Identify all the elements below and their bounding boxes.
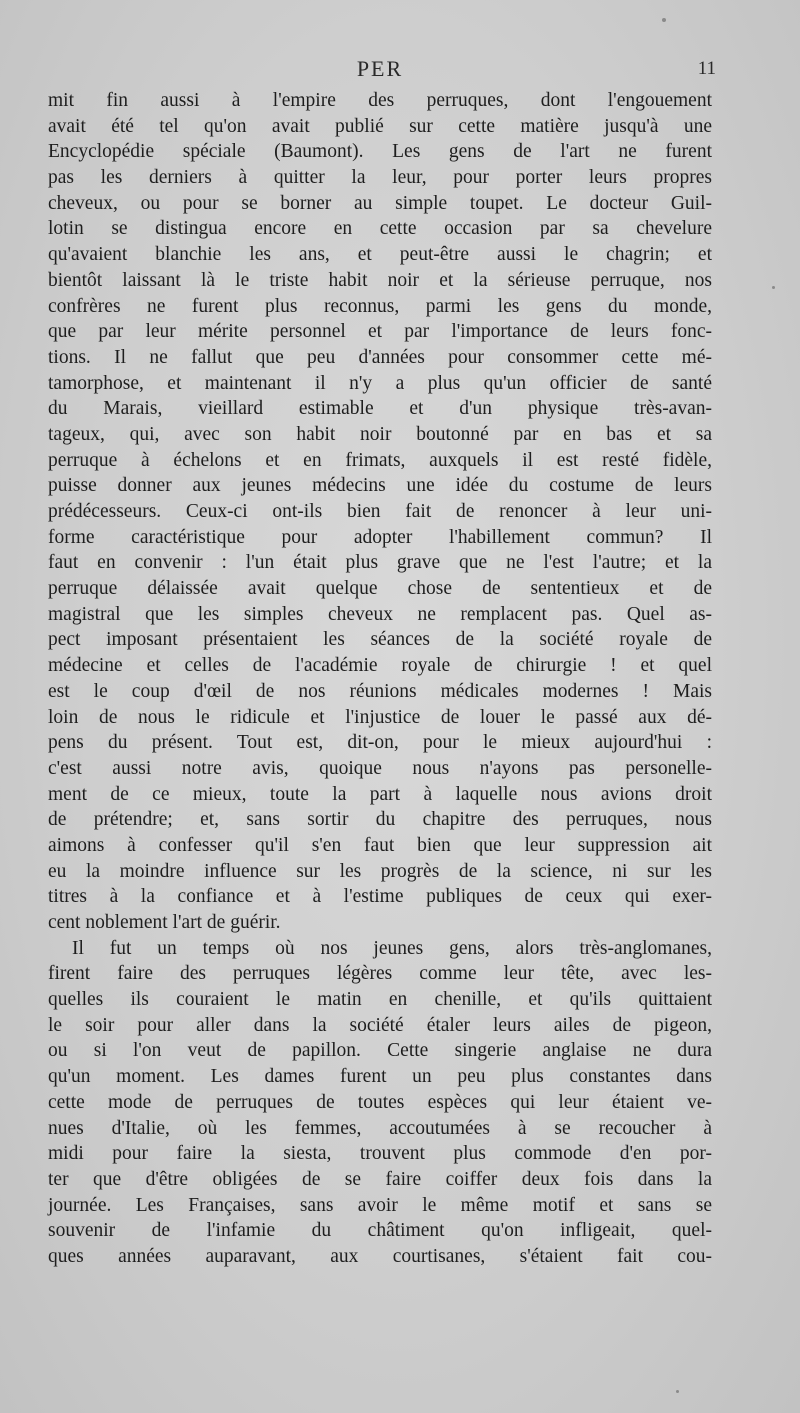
text-line: puisse donner aux jeunes médecins une idée du costume de leurs <box>48 475 712 497</box>
text-line: perruque délaissée avait quelque chose de sententieux et de <box>48 578 712 600</box>
text-line: du Marais, vieillard estimable et d'un physique très-avan- <box>48 398 712 420</box>
paper-speck <box>662 18 666 22</box>
text-line: souvenir de l'infamie du châtiment qu'on infligeait, quel- <box>48 1220 712 1242</box>
text-line: prédécesseurs. Ceux-ci ont-ils bien fait de renoncer à leur uni- <box>48 501 712 522</box>
text-line: aimons à confesser qu'il s'en faut bien que leur suppression ait <box>48 834 712 856</box>
text-line: que par leur mérite personnel et par l'importance de leurs fonc- <box>48 321 712 343</box>
paper-speck <box>772 286 775 289</box>
text-line: mit fin aussi à l'empire des perruques, dont l'engouement <box>48 90 712 111</box>
text-line: tions. Il ne fallut que peu d'années pour consommer cette mé- <box>48 346 712 368</box>
text-line: ter que d'être obligées de se faire coiffer deux fois dans la <box>48 1168 712 1190</box>
text-line: qu'un moment. Les dames furent un peu plus constantes dans <box>48 1066 712 1088</box>
text-line: médecine et celles de l'académie royale de chirurgie ! et quel <box>48 655 712 677</box>
paragraph-2 <box>48 936 712 1270</box>
text-line: c'est aussi notre avis, quoique nous n'ayons pas personelle- <box>48 757 712 779</box>
body-text <box>48 88 712 1270</box>
text-line: journée. Les Françaises, sans avoir le même motif et sans se <box>48 1194 712 1216</box>
text-line: nues d'Italie, où les femmes, accoutumées à se recoucher à <box>48 1117 712 1139</box>
text-line: quelles ils couraient le matin en chenille, et qu'ils quittaient <box>48 989 712 1011</box>
text-line: magistral que les simples cheveux ne remplacent pas. Quel as- <box>48 603 712 625</box>
text-line: Encyclopédie spéciale (Baumont). Les gens de l'art ne furent <box>48 141 712 163</box>
text-line: ques années auparavant, aux courtisanes, s'étaient fait cou- <box>48 1245 712 1267</box>
text-line: titres à la confiance et à l'estime publiques de ceux qui exer- <box>48 886 712 908</box>
text-line: perruque à échelons et en frimats, auxquels il est resté fidèle, <box>48 449 712 471</box>
text-line: eu la moindre influence sur les progrès de la science, ni sur les <box>48 860 712 882</box>
text-line: pect imposant présentaient les séances de la société royale de <box>48 629 712 651</box>
paper-speck <box>676 1390 679 1393</box>
text-line: firent faire des perruques légères comme leur tête, avec les- <box>48 963 712 985</box>
text-line: ou si l'on veut de papillon. Cette singerie anglaise ne dura <box>48 1040 712 1062</box>
text-line: forme caractéristique pour adopter l'habillement commun? Il <box>48 526 712 548</box>
running-head-title: PER <box>356 56 404 81</box>
text-line: est le coup d'œil de nos réunions médicales modernes ! Mais <box>48 680 712 702</box>
text-line: tageux, qui, avec son habit noir boutonné par en bas et sa <box>48 423 712 445</box>
text-line: midi pour faire la siesta, trouvent plus commode d'en por- <box>48 1143 712 1165</box>
text-line: de prétendre; et, sans sortir du chapitre des perruques, nous <box>48 809 712 831</box>
paragraph-1 <box>48 88 712 936</box>
text-line: pens du présent. Tout est, dit-on, pour le mieux aujourd'hui : <box>48 732 712 754</box>
text-line: bientôt laissant là le triste habit noir et la sérieuse perruque, nos <box>48 269 712 291</box>
text-line: avait été tel qu'on avait publié sur cette matière jusqu'à une <box>48 115 712 137</box>
page-number: 11 <box>697 58 716 79</box>
text-line: le soir pour aller dans la société étaler leurs ailes de pigeon, <box>48 1014 712 1036</box>
text-line: tamorphose, et maintenant il n'y a plus qu'un officier de santé <box>48 372 712 394</box>
text-line: faut en convenir : l'un était plus grave que ne l'est l'autre; et la <box>48 552 712 574</box>
text-line: cent noblement l'art de guérir. <box>48 912 281 933</box>
text-line: confrères ne furent plus reconnus, parmi les gens du monde, <box>48 295 712 317</box>
text-line: cheveux, ou pour se borner au simple toupet. Le docteur Guil- <box>48 192 712 214</box>
text-line: Il fut un temps où nos jeunes gens, alors très-anglomanes, <box>72 937 712 959</box>
running-head <box>48 56 716 86</box>
text-line: ment de ce mieux, toute la part à laquelle nous avions droit <box>48 783 712 805</box>
text-line: pas les derniers à quitter la leur, pour porter leurs propres <box>48 167 712 189</box>
text-line: cette mode de perruques de toutes espèces qui leur étaient ve- <box>48 1091 712 1113</box>
text-line: loin de nous le ridicule et l'injustice de louer le passé aux dé- <box>48 706 712 728</box>
text-line: lotin se distingua encore en cette occasion par sa chevelure <box>48 218 712 240</box>
text-line: qu'avaient blanchie les ans, et peut-être aussi le chagrin; et <box>48 244 712 266</box>
